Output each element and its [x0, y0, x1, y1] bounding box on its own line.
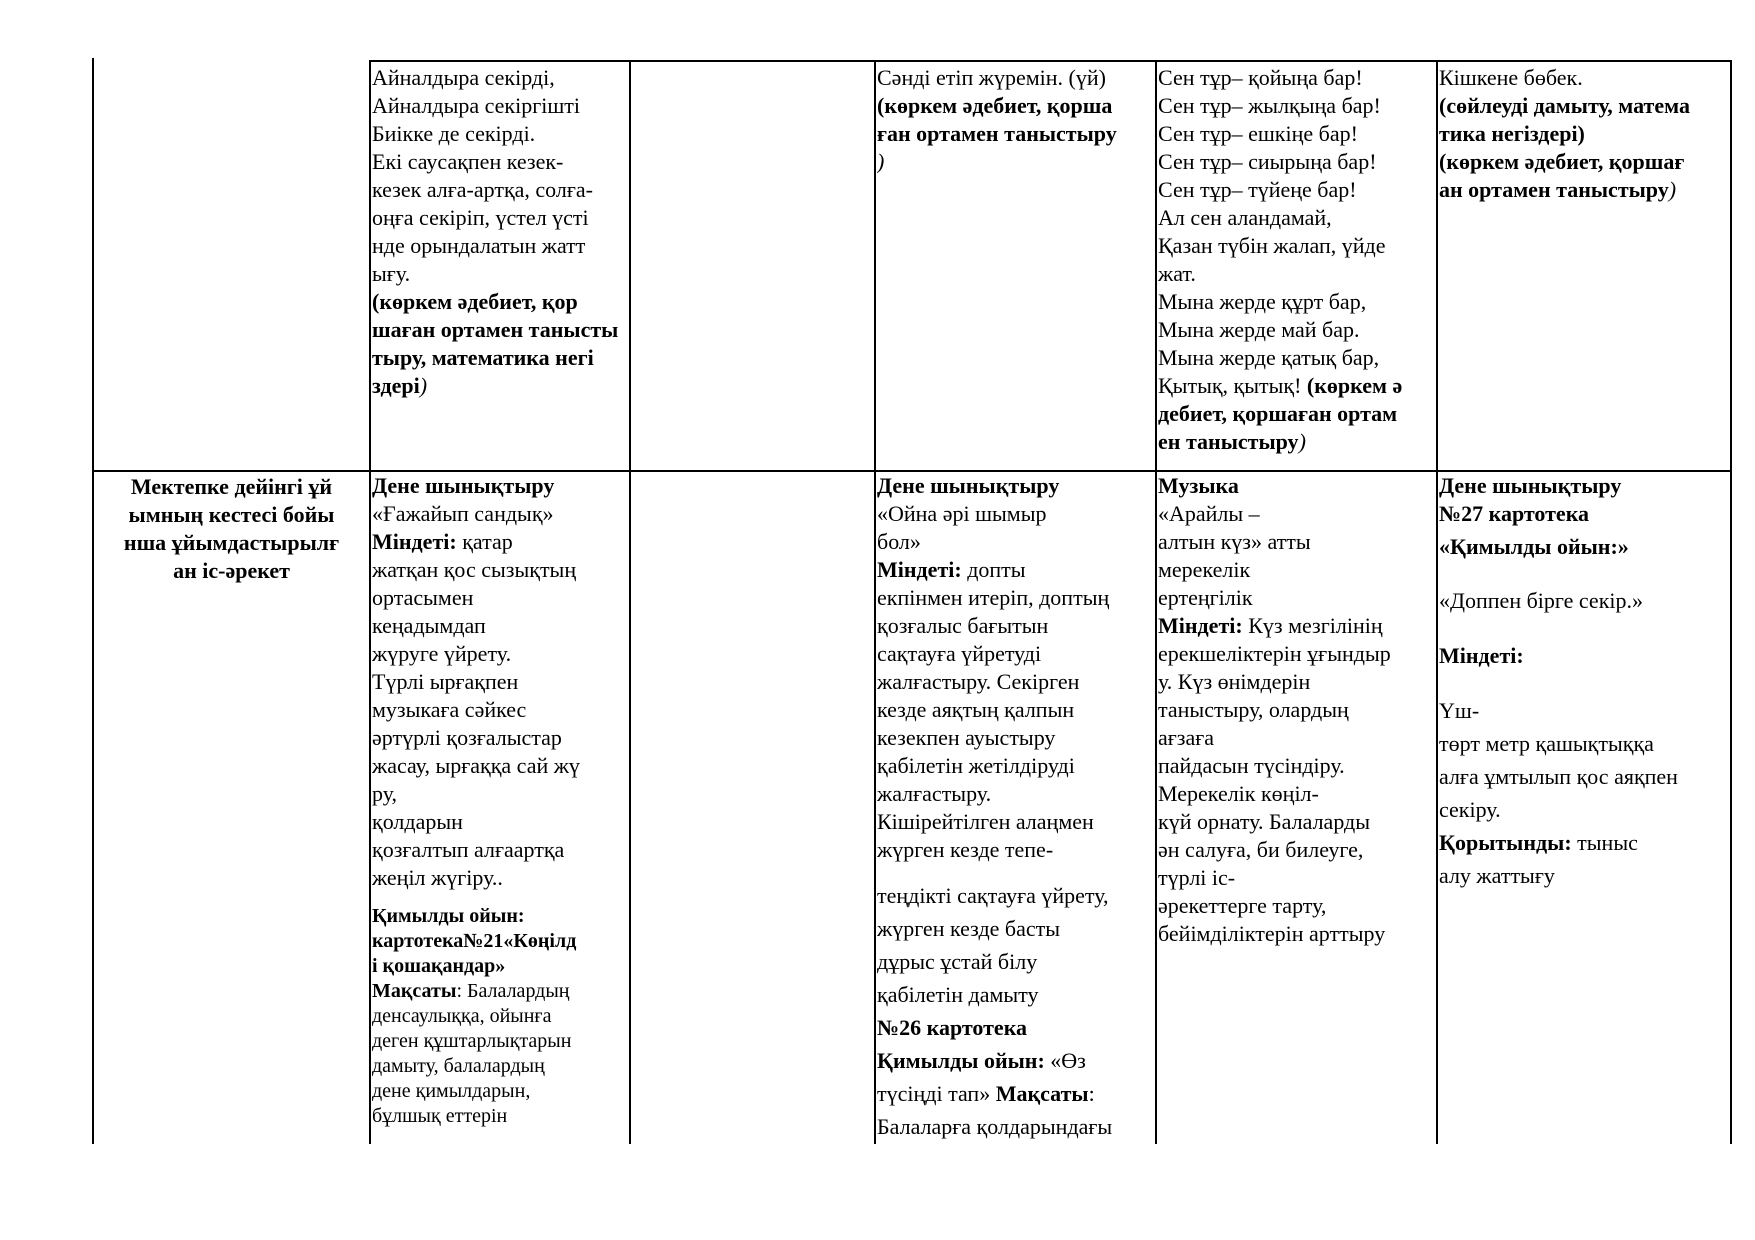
text-run: теңдікті сақтауға үйрету, жүрген кезде басты дұрыс ұстай білу қабілетін дамыту — [877, 883, 1109, 1007]
text-run: Сәнді етіп жүремін. (үй) — [877, 65, 1106, 90]
col-border-e — [1155, 60, 1157, 1144]
text-run: «Қимылды ойын:» — [1439, 534, 1629, 559]
text-run: Кішкене бөбек. — [1439, 65, 1583, 90]
text-run: : Балаларға қолдарындағы — [877, 1081, 1113, 1139]
col-border-right — [1730, 60, 1732, 1144]
text-run: Міндеті: — [372, 529, 457, 554]
text-run: ) — [419, 373, 428, 398]
text-run: «Өз түсіңді тап» — [877, 1048, 1086, 1106]
text-run: Дене шынықтыру — [877, 473, 1060, 498]
row2-task-label — [1439, 642, 1729, 670]
text-run: Міндеті: — [1158, 613, 1243, 638]
text-run: ) — [1298, 429, 1306, 454]
text-run: (көркем ә дебиет, қоршаған ортам ен таныстыру — [1158, 373, 1403, 454]
text-run: №26 картотека Қимылды ойын: — [877, 1015, 1045, 1073]
row2-physical-education-2 — [877, 472, 1154, 864]
row2-header: Мектепке дейінгі ұй ымның кестесі бойы нша ұйымдастырылғ ан іс-әрекет — [123, 474, 340, 583]
text-run: Міндеті: — [877, 557, 962, 582]
text-run: Сен тұр– қойыңа бар! Сен тұр– жылқыңа бар! Сен тұр– ешкіңе бар! Сен тұр– сиырыңа бар! Сен тұр– түйеңе бар! Ал сен аландамай, Қазан түбін жалап, үйде жат. Мына жерде құрт бар, Мына жерде май бар. Мына жерде қатық бар, Қытық, қытық! — [1158, 65, 1386, 398]
row2-movement-game — [372, 904, 628, 1129]
text-run: : Балалардың денсаулыққа, ойынға деген құштарлықтарын дамыту, балалардың дене қимылдарын, бұлшық еттерін — [372, 980, 572, 1127]
text-run: «Арайлы – алтын күз» атты мерекелік ертеңгілік — [1158, 501, 1311, 610]
col-border-b — [369, 60, 371, 1144]
text-run: Міндеті: — [1439, 643, 1524, 668]
text-run: Дене шынықтыру №27 картотека — [1439, 473, 1622, 526]
row1-baby-text — [1439, 64, 1729, 204]
row1-poem-text — [1158, 64, 1435, 456]
text-run: Қимылды ойын: картотека№21«Көңілд і қошақандар» Мақсаты — [372, 905, 577, 1002]
table-top-border — [369, 60, 1730, 62]
text-run: допты екпінмен итеріп, доптың қозғалыс бағытын сақтауға үйретуді жалғастыру. Секірген кезде аяқтың қалпын кезекпен ауыстыру қабілетін жетілдіруді жалғастыру. Кішірейтілген алаңмен жүрген кезде тепе- — [877, 557, 1110, 862]
text-run: «Ғажайып сандық» — [372, 501, 554, 526]
text-run: Үш- төрт метр қашықтыққа алға ұмтылып қос аяқпен секіру. — [1439, 698, 1678, 822]
row1-walk-text — [877, 64, 1154, 176]
col-border-a — [92, 58, 94, 1144]
text-run: Музыка — [1158, 473, 1239, 498]
row2-movement-game-2 — [877, 879, 1154, 1143]
text-run: ) — [1668, 177, 1677, 202]
text-run: ) — [877, 149, 885, 174]
text-run: (көркем әдебиет, қорша ған ортамен таныстыру — [877, 93, 1117, 146]
row1-activity-text — [372, 64, 628, 400]
text-run: Күз мезгілінің ерекшеліктерін ұғындыр у. Күз өнімдерін таныстыру, олардың ағзаға пайдасын түсіндіру. Мерекелік көңіл- күй орнату. Балаларды ән салуға, би билеуге, түрлі іс- әрекеттерге тарту, бейімділіктерін арттыру — [1158, 613, 1391, 946]
text-run: «Ойна әрі шымыр бол» — [877, 501, 1047, 554]
row2-music — [1158, 472, 1435, 948]
text-run: «Доппен бірге секір.» — [1439, 588, 1643, 613]
row2-physical-education-3 — [1439, 472, 1729, 528]
col-border-d — [874, 60, 876, 1144]
text-run: (сөйлеуді дамыту, матема тика негіздері) (көркем әдебиет, қоршағ ан ортамен таныстыру — [1439, 93, 1690, 202]
text-run: қатар жатқан қос сызықтың ортасымен кеңадымдап жүруге үйрету. Түрлі ырғақпен музыкаға сәйкес әртүрлі қозғалыстар жасау, ырғаққа сай жү ру, қолдарын қозғалтып алғаартқа жеңіл жүгіру.. — [372, 529, 580, 890]
col-border-f — [1436, 60, 1438, 1144]
col-border-c — [629, 60, 631, 1144]
row2-physical-education — [372, 472, 628, 892]
row2-task-text — [1439, 694, 1729, 892]
row2-game-title — [1439, 533, 1729, 561]
text-run: Мақсаты — [995, 1081, 1089, 1106]
text-run: Қорытынды: — [1439, 830, 1572, 855]
text-run: (көркем әдебиет, қор шаған ортамен танысты тыру, математика негі здері — [372, 289, 619, 398]
text-run: Айналдыра секірді, Айналдыра секіргішті Биікке де секірді. Екі саусақпен кезек- кезек алға-артқа, солға- оңға секіріп, үстел үсті нде орындалатын жатт ығу. — [372, 65, 593, 286]
text-run: тыныс алу жаттығу — [1439, 830, 1638, 888]
row2-game-name — [1439, 587, 1729, 615]
text-run: Дене шынықтыру — [372, 473, 555, 498]
